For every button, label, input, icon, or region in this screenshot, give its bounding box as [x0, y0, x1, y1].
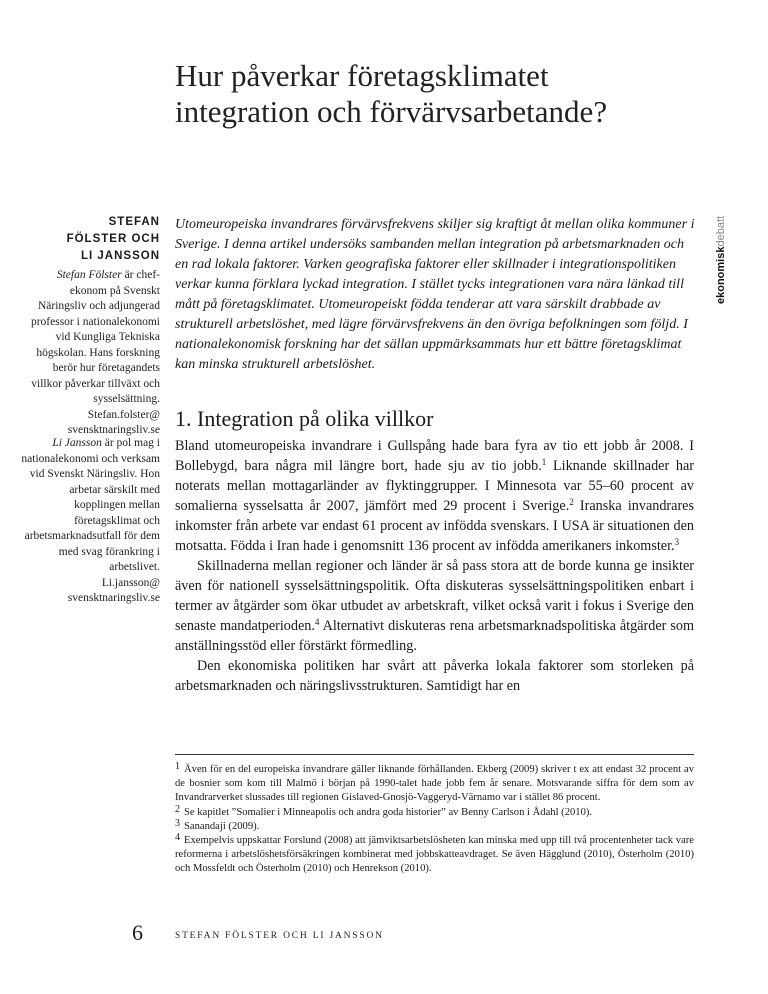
- footnotes: [175, 763, 694, 877]
- author-names: [30, 214, 160, 265]
- author-bio-folster: [20, 268, 160, 439]
- article-title: [175, 58, 715, 130]
- title-line-2: integration och förvärvsarbetande?: [175, 94, 608, 129]
- bio-text: är chef-ekonom på Svenskt Näringsliv och adjungerad professor i nationalekonomi vid Kungliga Tekniska högskolan. Hans forskning berör hur företagandets villkor påverkar tillväxt och sysselsättning.: [30, 269, 160, 405]
- section-tag-light: debatt: [715, 215, 727, 247]
- footnote-ref: 2: [569, 497, 574, 507]
- author-line-2: FÖLSTER OCH: [66, 233, 160, 245]
- footnote-ref: 1: [541, 457, 547, 467]
- abstract: Utomeuropeiska invandrares förvärvsfrekvens skiljer sig kraftigt åt mellan olika kommuner i Sverige. I denna artikel undersöks sambanden mellan integration på arbetsmarknaden och en rad lokala faktorer. Varken geografiska faktorer eller skillnader i integrationspolitiken verkar kunna förklara lyckad integration. I stället tycks integrationen vara nära länkad till mått på företagsklimatet. Utomeuropeiskt födda tenderar att vara särskilt drabbade av strukturell arbetslöshet, med lägre förvärvsfrekvens än den övriga befolkningen som följd. I nationalekonomisk forskning har det sällan uppmärksammats hur ett bättre företagsklimat kan minska strukturell arbetslöshet.: [175, 217, 695, 372]
- paragraph: Skillnaderna mellan regioner och länder är så pass stora att de borde kunna ge insikter även för nationell sysselsättningspolitik. Ofta diskuteras sysselsättningspolitiken enbart i termer av åtgärder som ökar utbudet av arbetskraft, vilket också varit i fokus i Sverige den senaste mandatperioden.$^4$ Alternativt diskuteras rena arbetsmarknadspolitiska åtgärder som anställningsstöd eller förstärkt förmedling.: [175, 558, 694, 654]
- section-tag: [712, 196, 730, 304]
- section-heading: 1. Integration på olika villkor: [175, 406, 434, 431]
- author-line-1: STEFAN: [108, 216, 160, 228]
- bio-name: Stefan Fölster: [56, 269, 122, 281]
- bio-email: Stefan.folster@ svensktnaringsliv.se: [67, 408, 160, 436]
- bio-email: Li.jansson@ svensktnaringsliv.se: [67, 576, 160, 604]
- footnote: $^3$ Sanandaji (2009).: [175, 817, 260, 832]
- running-head: STEFAN FÖLSTER OCH LI JANSSON: [175, 931, 384, 941]
- bio-name: Li Jansson: [52, 437, 102, 449]
- footnote: $^1$ Även för en del europeiska invandrare gäller liknande förhållanden. Ekberg (2009) skriver t ex att endast 32 procent av de bosnier som kom till Malmö i början på 1990-talet hade jobb fem år senare. Motsvarande siffra för dem som av Invandrarverket slussades till regionen Gislaved-Gnosjö-Vaggeryd-Värnamo var i stället 86 procent.: [175, 761, 694, 804]
- author-bio-jansson: [20, 436, 160, 607]
- footnote-divider: [175, 754, 694, 755]
- bio-text: är pol mag i nationalekonomi och verksam vid Svenskt Näringsliv. Hon arbetar särskilt med kopplingen mellan företagsklimat och arbetsmarknadsutfall för dem med svag förankring i arbetslivet.: [21, 437, 160, 573]
- section-tag-bold: ekonomisk: [715, 246, 727, 304]
- footnote: $^2$ Se kapitlet ”Somalier i Minneapolis och andra goda historier” av Benny Carlson i Ådahl (2010).: [175, 803, 593, 818]
- page-number: 6: [132, 920, 143, 945]
- footnote: $^4$ Exempelvis uppskattar Forslund (2008) att jämviktsarbetslösheten kan minska med upp till två procentenheter tack vare reformerna i arbetslöshetsförsäkringen kombinerat med jobbskatteavdraget. Se även Hägglund (2010), Österholm (2010) och Mossfeldt och Österholm (2010) och Henrekson (2010).: [175, 832, 694, 875]
- body-text: [175, 436, 694, 696]
- author-line-3: LI JANSSON: [80, 250, 160, 262]
- paragraph: Den ekonomiska politiken har svårt att påverka lokala faktorer som storleken på arbetsmarknaden och näringslivsstrukturen. Samtidigt har en: [175, 658, 694, 694]
- footnote-ref: 4: [314, 617, 320, 627]
- title-line-1: Hur påverkar företagsklimatet: [175, 58, 549, 93]
- paragraph: Bland utomeuropeiska invandrare i Gullspång hade bara fyra av tio ett jobb år 2008. I Bollebygd, bara några mil längre bort, hade sju av tio jobb.$^1$ Liknande skillnader har noterats mellan mottagarländer av flyktinggrupper. I Minnesota var 55–60 procent av somalierna sysselsatta år 2007, jämfört med 29 procent i Sverige.$^2$ Iranska invandrares inkomster från arbete var endast 61 procent av infödda svenskars. I USA är situationen den motsatta. Födda i Iran hade i genomsnitt 136 procent av infödda amerikaners inkomster.$^3$: [175, 438, 695, 554]
- footnote-ref: 3: [674, 537, 680, 547]
